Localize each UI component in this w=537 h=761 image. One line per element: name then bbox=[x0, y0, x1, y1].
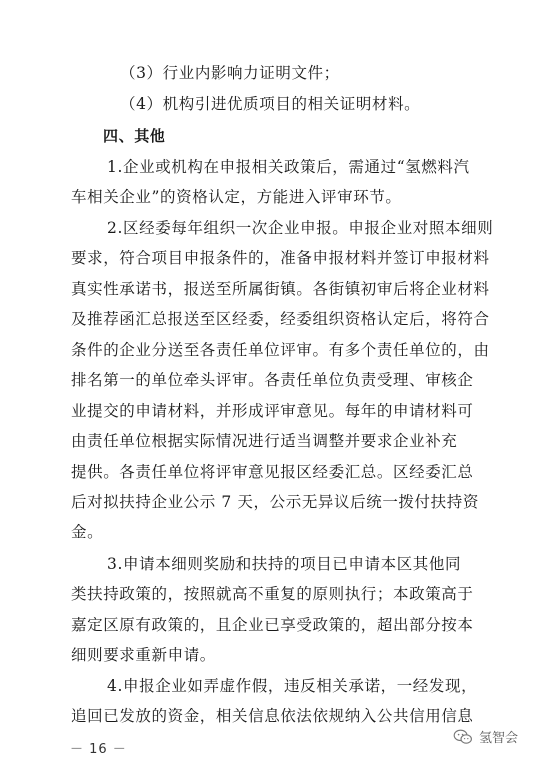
paragraph-1-line-1: 1.企业或机构在申报相关政策后，需通过“氢燃料汽 bbox=[107, 158, 470, 176]
paragraph-2-line-11: 金。 bbox=[71, 523, 104, 541]
paragraph-3-line-2: 类扶持政策的，按照就高不重复的原则执行；本政策高于 bbox=[71, 585, 474, 603]
paragraph-3-line-3: 嘉定区原有政策的，且企业已享受政策的，超出部分按本 bbox=[71, 616, 474, 634]
wechat-icon bbox=[453, 729, 473, 745]
paragraph-2-line-5: 条件的企业分送至各责任单位评审。有多个责任单位的，由 bbox=[71, 341, 490, 359]
list-item-4: （4）机构引进优质项目的相关证明材料。 bbox=[120, 95, 421, 113]
paragraph-4-line-2: 追回已发放的资金，相关信息依法依规纳入公共信用信息 bbox=[71, 707, 474, 725]
paragraph-2-line-9: 提供。各责任单位将评审意见报区经委汇总。区经委汇总 bbox=[71, 463, 474, 481]
paragraph-3-line-1: 3.申请本细则奖励和扶持的项目已申请本区其他同 bbox=[107, 555, 462, 573]
page-number: － 16 － bbox=[70, 742, 127, 757]
watermark bbox=[453, 727, 518, 746]
paragraph-4-line-1: 4.申报企业如弄虚作假，违反相关承诺，一经发现， bbox=[107, 677, 478, 695]
paragraph-2-line-1: 2.区经委每年组织一次企业申报。申报企业对照本细则 bbox=[107, 219, 494, 237]
paragraph-2-line-7: 业提交的申请材料，并形成评审意见。每年的申请材料可 bbox=[71, 402, 474, 420]
paragraph-2-line-4: 及推荐函汇总报送至区经委，经委组织资格认定后，将符合 bbox=[71, 310, 490, 328]
paragraph-2-line-3: 真实性承诺书，报送至所属街镇。各街镇初审后将企业材料 bbox=[71, 280, 490, 298]
paragraph-1-line-2: 车相关企业”的资格认定，方能进入评审环节。 bbox=[71, 188, 402, 206]
section-heading-other: 四、其他 bbox=[103, 127, 166, 145]
paragraph-2-line-2: 要求，符合项目申报条件的，准备申报材料并签订申报材料 bbox=[71, 249, 490, 267]
watermark-label: 氢智会 bbox=[479, 731, 519, 746]
paragraph-2-line-8: 由责任单位根据实际情况进行适当调整并要求企业补充 bbox=[71, 432, 458, 450]
paragraph-3-line-4: 细则要求重新申请。 bbox=[71, 646, 216, 664]
list-item-3: （3）行业内影响力证明文件； bbox=[120, 64, 340, 82]
paragraph-2-line-10: 后对拟扶持企业公示 7 天，公示无异议后统一拨付扶持资 bbox=[71, 493, 479, 511]
paragraph-2-line-6: 排名第一的单位牵头评审。各责任单位负责受理、审核企 bbox=[71, 371, 474, 389]
